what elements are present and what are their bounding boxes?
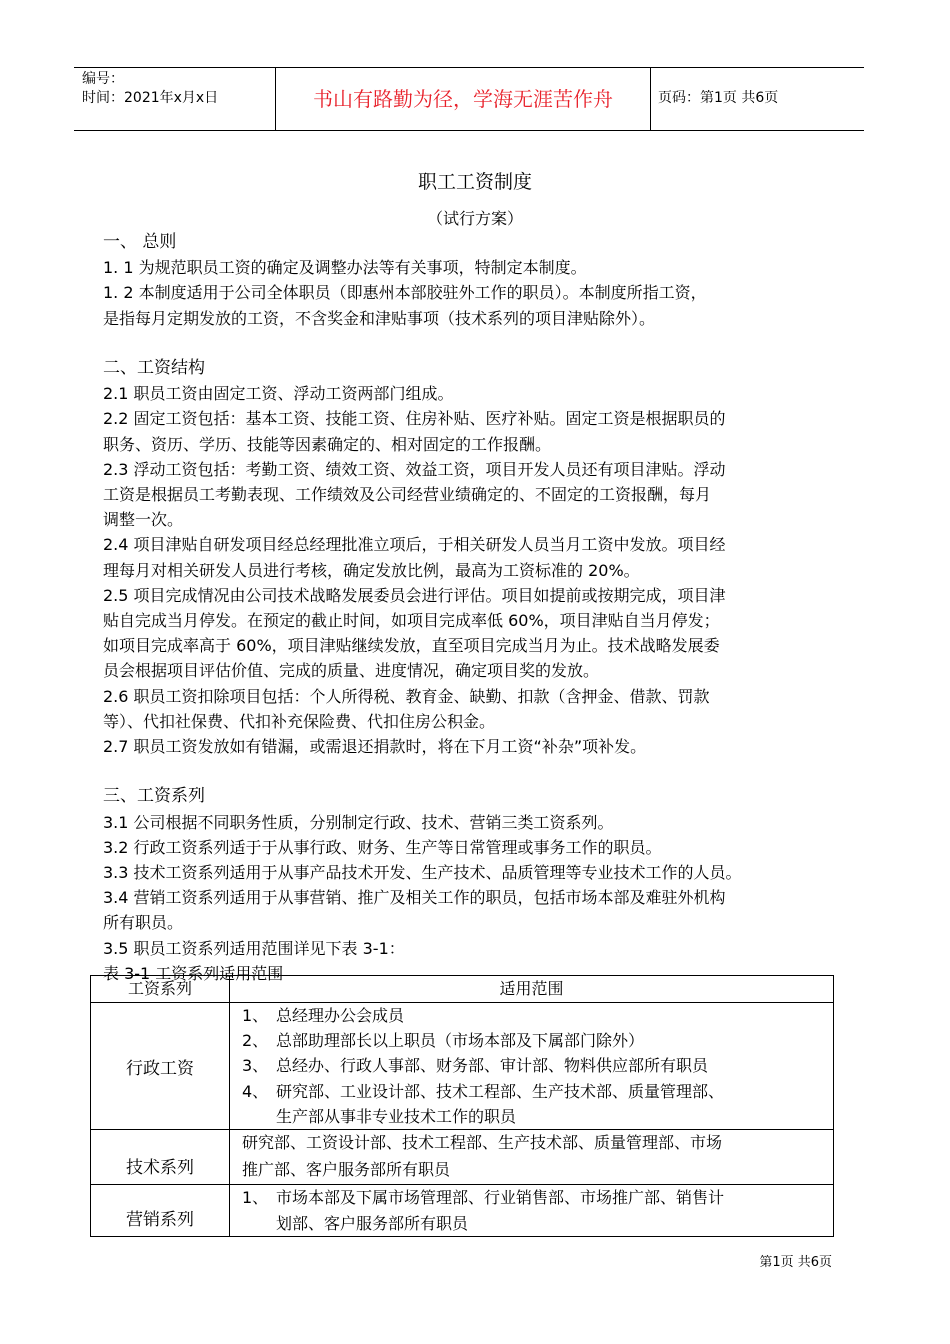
list-item: 3、 总经办、行政人事部、财务部、审计部、物料供应部所有职员 <box>242 1056 709 1076</box>
paragraph-line: 3.1 公司根据不同职务性质，分别制定行政、技术、营销三类工资系列。 <box>103 812 614 832</box>
scope-cell-admin <box>230 1003 834 1130</box>
page-footer: 第1页 共6页 <box>759 1255 832 1270</box>
table-row-sales <box>91 1185 834 1236</box>
scope-line: 推广部、客户服务部所有职员 <box>242 1160 451 1180</box>
section-heading: 一、 总则 <box>103 232 177 252</box>
paragraph-line: 1. 1 为规范职员工资的确定及调整办法等有关事项，特制定本制度。 <box>103 258 587 278</box>
scope-cell-tech <box>230 1130 834 1185</box>
column-header-scope: 适用范围 <box>230 976 834 1003</box>
list-item: 1、 总经理办公会成员 <box>242 1006 405 1025</box>
scope-cell-sales <box>230 1185 834 1236</box>
table-header-row <box>91 976 834 1003</box>
header-page-info: 页码：第1页 共6页 <box>658 90 779 106</box>
document-title: 职工工资制度 <box>417 171 532 193</box>
list-item: 2、 总部助理部长以上职员（市场本部及下属部门除外） <box>242 1031 645 1051</box>
paragraph-line: 3.4 营销工资系列适用于从事营销、推广及相关工作的职员，包括市场本部及难驻外机构 <box>103 888 726 908</box>
paragraph-line: 2.7 职员工资发放如有错漏，或需退还捐款时，将在下月工资“补杂”项补发。 <box>103 737 647 757</box>
section-heading: 二、工资结构 <box>103 358 205 378</box>
header-motto: 书山有路勤为径，学海无涯苦作舟 <box>275 68 651 130</box>
table-row-admin <box>91 1003 834 1130</box>
table-row-tech <box>91 1130 834 1185</box>
paragraph-line: 等）、代扣社保费、代扣补充保险费、代扣住房公积金。 <box>103 711 496 731</box>
list-item: 划部、客户服务部所有职员 <box>276 1213 469 1233</box>
paragraph-line: 是指每月定期发放的工资，不含奖金和津贴事项（技术系列的项目津贴除外）。 <box>103 308 656 328</box>
document-subtitle: （试行方案） <box>426 209 523 228</box>
list-item: 生产部从事非专业技术工作的职员 <box>276 1106 517 1126</box>
series-label-tech: 技术系列 <box>91 1130 230 1185</box>
paragraph-line: 如项目完成率高于 60%，项目津贴继续发放，直至项目完成当月为止。技术战略发展委 <box>103 636 720 656</box>
paragraph-line: 2.2 固定工资包括：基本工资、技能工资、住房补贴、医疗补贴。固定工资是根据职员的 <box>103 409 726 429</box>
paragraph-line: 2.3 浮动工资包括：考勤工资、绩效工资、效益工资，项目开发人员还有项目津贴。浮动 <box>103 459 726 479</box>
paragraph-line: 调整一次。 <box>103 510 184 530</box>
paragraph-line: 3.2 行政工资系列适于于从事行政、财务、生产等日常管理或事务工作的职员。 <box>103 837 662 857</box>
column-header-series: 工资系列 <box>91 976 230 1003</box>
paragraph-line: 3.5 职员工资系列适用范围详见下表 3-1： <box>103 938 405 958</box>
scope-line: 研究部、工资设计部、技术工程部、生产技术部、质量管理部、市场 <box>242 1133 723 1153</box>
paragraph-line: 3.3 技术工资系列适用于从事产品技术开发、生产技术、品质管理等专业技术工作的人员。 <box>103 863 742 883</box>
section-heading: 三、工资系列 <box>103 786 205 807</box>
paragraph-line: 员会根据项目评估价值、完成的质量、进度情况，确定项目奖的发放。 <box>103 661 600 681</box>
paragraph-line: 2.4 项目津贴自研发项目经总经理批准立项后，于相关研发人员当月工资中发放。项目经 <box>103 535 726 555</box>
paragraph-line: 理每月对相关研发人员进行考核，确定发放比例，最高为工资标准的 20%。 <box>103 560 640 580</box>
paragraph-line: 工资是根据员工考勤表现、工作绩效及公司经营业绩确定的、不固定的工资报酬，每月 <box>103 485 712 505</box>
blank-line <box>103 759 843 784</box>
paragraph-line: 2.6 职员工资扣除项目包括：个人所得税、教育金、缺勤、扣款（含押金、借款、罚款 <box>103 686 710 706</box>
list-item: 4、 研究部、工业设计部、技术工程部、生产技术部、质量管理部、 <box>242 1081 725 1101</box>
document-body <box>103 230 843 986</box>
series-label-admin: 行政工资 <box>91 1003 230 1130</box>
page-header <box>74 67 864 131</box>
paragraph-line: 2.5 项目完成情况由公司技术战略发展委员会进行评估。项目如提前或按期完成，项目津 <box>103 585 726 605</box>
table-caption: 表 3-1 工资系列适用范围 <box>103 963 284 983</box>
document-number-label: 编号： <box>82 71 124 87</box>
list-item: 1、 市场本部及下属市场管理部、行业销售部、市场推广部、销售计 <box>242 1188 725 1208</box>
paragraph-line: 职务、资历、学历、技能等因素确定的、相对固定的工作报酬。 <box>103 434 552 454</box>
paragraph-line: 所有职员。 <box>103 913 184 933</box>
document-time-label: 时间：2021年x月x日 <box>82 90 219 106</box>
header-meta <box>82 70 272 108</box>
salary-series-table <box>90 975 834 1237</box>
series-label-sales: 营销系列 <box>91 1185 230 1236</box>
paragraph-line: 2.1 职员工资由固定工资、浮动工资两部门组成。 <box>103 384 454 404</box>
paragraph-line: 贴自完成当月停发。在预定的截止时间，如项目完成率低 60%，项目津贴自当月停发； <box>103 611 720 631</box>
paragraph-line: 1. 2 本制度适用于公司全体职员（即惠州本部胶驻外工作的职员）。本制度所指工资， <box>103 283 707 303</box>
blank-line <box>103 331 843 356</box>
